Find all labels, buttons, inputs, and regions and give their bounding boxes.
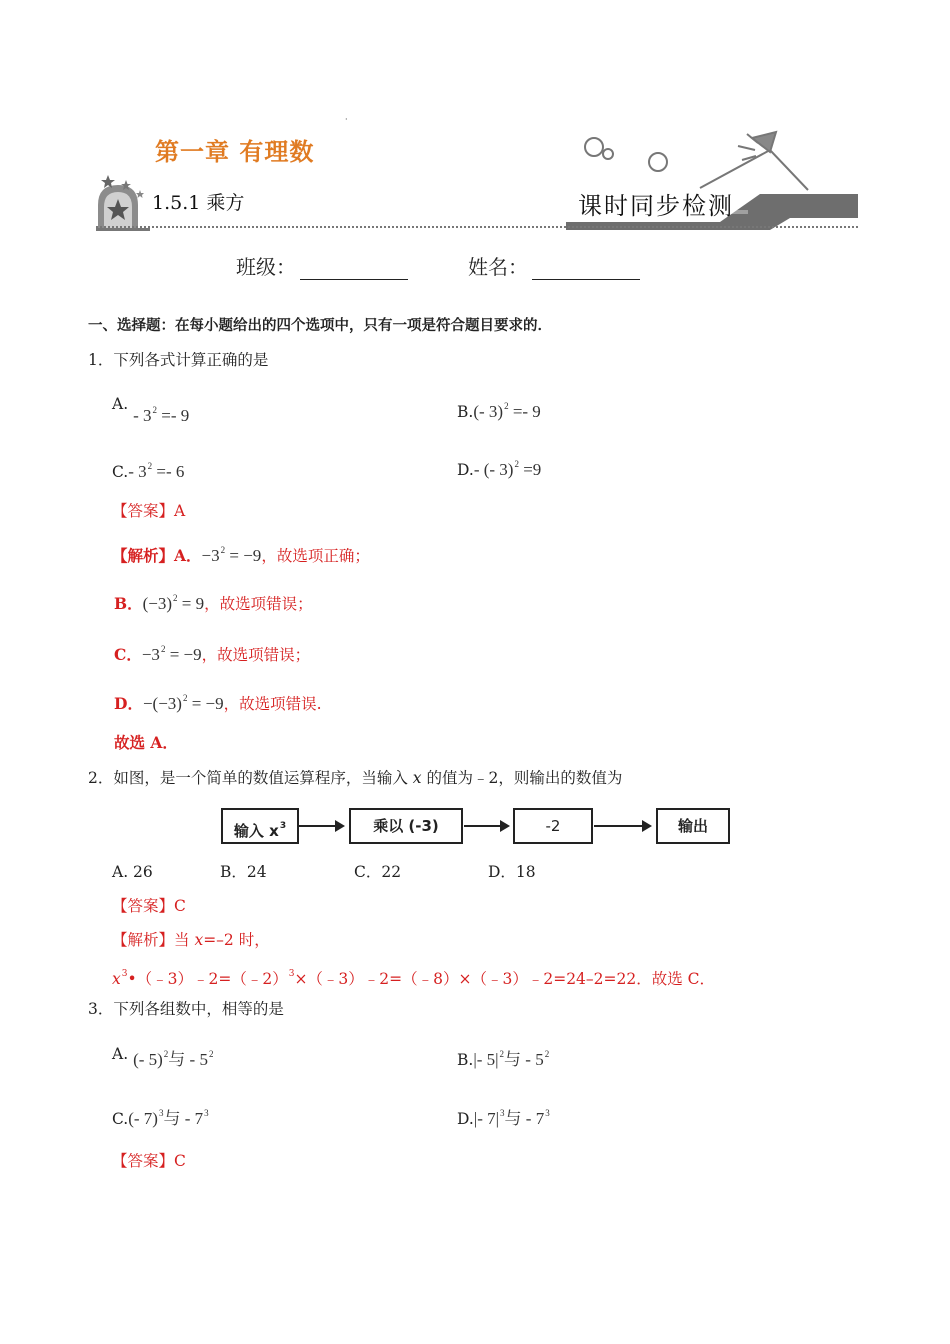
q1-analysis-c: C．$-3^2 = -9$，故选项错误；: [114, 644, 311, 664]
q1-option-c[interactable]: C.- $3^2 =- 6$: [112, 461, 185, 481]
q2-option-b[interactable]: B．24: [220, 863, 267, 881]
q3-option-a[interactable]: A. (- 5)$^2$与 - $5^2$: [112, 1045, 214, 1069]
star-emblem-icon: [96, 175, 150, 231]
flow-arrow-2: [464, 825, 508, 827]
header-decoration: [0, 0, 950, 240]
badge-title: 课时同步检测: [578, 192, 734, 220]
flow-arrow-1: [299, 825, 343, 827]
name-label: 姓名：: [468, 255, 528, 279]
q1-option-d[interactable]: D.- (- 3)$^2$ =9: [457, 459, 542, 479]
flow-output-box: 输出: [656, 808, 730, 844]
q1-analysis-b: B．$(-3)^2 = 9$，故选项错误；: [114, 593, 313, 613]
header-divider: [96, 226, 858, 232]
q2-answer: 【答案】C: [112, 897, 186, 915]
flow-minus-box: -2: [513, 808, 593, 844]
q3-option-d[interactable]: D.|- $7|^3$与 - $7^3$: [457, 1108, 550, 1128]
q2-option-a[interactable]: A. 26: [112, 863, 153, 881]
class-blank[interactable]: [300, 259, 408, 280]
q3-answer: 【答案】C: [112, 1152, 186, 1170]
part1-title: 一、选择题：在每小题给出的四个选项中，只有一项是符合题目要求的．: [88, 318, 552, 334]
q1-stem: 1．下列各式计算正确的是: [88, 351, 269, 369]
q1-option-b[interactable]: B.(- 3)$^2$ =- 9: [457, 401, 541, 421]
class-field: [236, 251, 408, 280]
q2-option-d[interactable]: D．18: [488, 863, 536, 881]
q2-option-c[interactable]: C．22: [354, 863, 402, 881]
desk-lamp-icon: [585, 132, 808, 190]
q1-answer: 【答案】A: [112, 502, 186, 520]
svg-text:·: ·: [345, 115, 348, 124]
q3-option-c[interactable]: C.(- 7)$^3$与 - $7^3$: [112, 1108, 209, 1128]
name-blank[interactable]: [532, 259, 640, 280]
q1-conclusion: 故选 A．: [114, 733, 178, 752]
flow-input-box: 输入 $x^3$: [221, 808, 299, 844]
chapter-title: 第一章 有理数: [155, 138, 315, 166]
name-field: [468, 251, 640, 280]
q2-calculation: $x^3•(﹣3)﹣2=(﹣2)^3\times(﹣3)﹣2=(﹣8)\times(﹣3)﹣2=24-2=22$．故选 C．: [112, 969, 716, 988]
q1-analysis-d: D．$-(-3)^2 = -9$，故选项错误.: [114, 693, 322, 713]
class-label: 班级：: [236, 255, 296, 279]
section-title: 1.5.1 乘方: [152, 192, 245, 214]
q3-stem: 3．下列各组数中，相等的是: [88, 1000, 284, 1018]
q2-analysis: 【解析】当 x=–2 时，: [112, 931, 270, 949]
flow-multiply-box: 乘以 (-3): [349, 808, 463, 844]
q2-stem: 2．如图，是一个简单的数值运算程序，当输入 x 的值为﹣2，则输出的数值为: [88, 769, 623, 787]
q1-option-a[interactable]: A. - $3^2 =- 9$: [112, 395, 190, 425]
q1-analysis-a: 【解析】A．$-3^2 = -9$，故选项正确；: [112, 545, 370, 565]
q3-option-b[interactable]: B.|- $5|^2$与 - $5^2$: [457, 1049, 550, 1069]
flow-arrow-3: [594, 825, 650, 827]
